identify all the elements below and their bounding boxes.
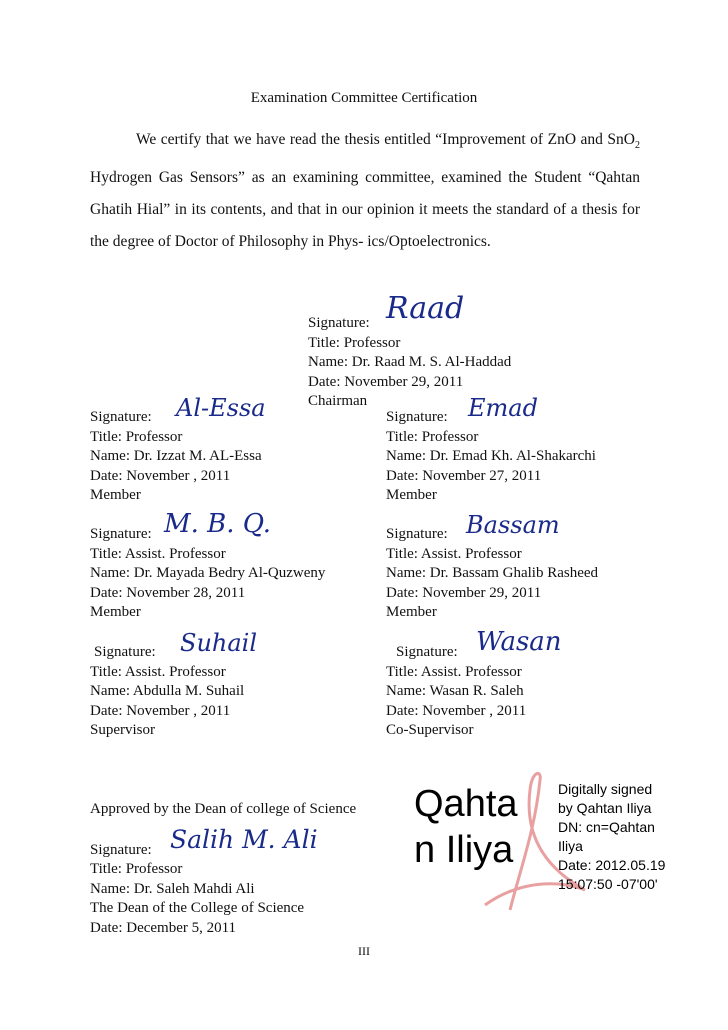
member-role: Member	[90, 487, 141, 503]
member-block	[90, 509, 326, 623]
member-name: Name: Dr. Mayada Bedry Al-Quzweny	[90, 565, 326, 581]
member-role: Co-Supervisor	[386, 722, 474, 738]
signature-label: Signature:	[386, 526, 448, 542]
chairman-title: Title: Professor	[308, 334, 401, 351]
member-date: Date: November , 2011	[90, 467, 231, 484]
signature-label: Signature:	[90, 526, 152, 542]
member-date: Date: November 27, 2011	[386, 467, 542, 484]
handwritten-signature: Raad	[386, 291, 465, 326]
member-block	[386, 394, 596, 506]
dean-role: The Dean of the College of Science	[90, 900, 305, 916]
member-name: Name: Abdulla M. Suhail	[90, 683, 245, 699]
member-name: Name: Dr. Izzat M. AL-Essa	[90, 448, 262, 464]
signature-label: Signature:	[90, 409, 152, 425]
intro-line-2a: and SnO	[580, 131, 635, 148]
signature-label: Signature:	[386, 409, 448, 425]
member-name: Name: Dr. Bassam Ghalib Rasheed	[386, 565, 599, 581]
member-role: Member	[386, 487, 437, 503]
member-block	[386, 627, 562, 741]
member-name: Name: Wasan R. Saleh	[386, 683, 524, 699]
signature-detail-line: Iliya	[558, 838, 583, 854]
dean-block	[90, 800, 356, 938]
certification-paragraph	[90, 124, 640, 258]
intro-line-5: ics/Optoelectronics.	[367, 233, 491, 251]
signature-detail-line: DN: cn=Qahtan	[558, 819, 655, 835]
member-role: Supervisor	[90, 722, 155, 738]
member-block	[90, 629, 258, 741]
handwritten-signature: Salih M. Ali	[170, 824, 318, 854]
intro-line-4: the standard of a thesis for the degree of Doctor of Philosophy in Phys-	[90, 201, 641, 251]
signature-detail-line: Digitally signed	[558, 781, 653, 797]
handwritten-signature: M. B. Q.	[164, 509, 272, 539]
intro-line-1: We certify that we have read the thesis entitled “Improvement of ZnO	[136, 131, 577, 148]
chairman-role: Chairman	[308, 393, 368, 409]
dean-name: Name: Dr. Saleh Mahdi Ali	[90, 880, 255, 897]
page-title: Examination Committee Certification	[250, 90, 478, 106]
signature-label: Signature:	[90, 841, 152, 858]
member-block	[90, 394, 266, 506]
intro-subscript: 2	[635, 140, 640, 152]
handwritten-signature: Bassam	[466, 511, 560, 539]
member-title: Title: Assist. Professor	[386, 545, 522, 562]
member-role: Member	[90, 604, 141, 620]
dean-approved-text: Approved by the Dean of college of Science	[90, 801, 357, 817]
page-number: III	[358, 944, 370, 958]
signature-details	[558, 780, 665, 894]
member-role: Member	[386, 604, 437, 620]
signature-label: Signature:	[94, 644, 156, 660]
signature-detail-line: 15:07:50 -07'00'	[558, 876, 658, 892]
signer-name-line-1: Qahta	[414, 783, 518, 825]
intro-line-2b: Hydrogen Gas Sensors” as an examining committee, examined the	[90, 169, 528, 187]
signature-detail-line: by Qahtan Iliya	[558, 800, 652, 816]
signer-name-line-2: n Iliya	[414, 829, 514, 871]
member-block	[386, 511, 599, 623]
chairman-name: Name: Dr. Raad M. S. Al-Haddad	[308, 354, 512, 370]
signature-label: Signature:	[396, 644, 458, 660]
member-date: Date: November 28, 2011	[90, 584, 246, 601]
handwritten-signature: Wasan	[476, 627, 562, 657]
handwritten-signature: Al-Essa	[176, 394, 266, 422]
member-title: Title: Professor	[386, 428, 479, 445]
signature-detail-line: Date: 2012.05.19	[558, 857, 666, 873]
dean-title: Title: Professor	[90, 861, 183, 877]
digital-signature-stamp	[410, 770, 710, 920]
chairman-date: Date: November 29, 2011	[308, 373, 464, 390]
intro-line-3: Student “Qahtan Ghatih Hial” in its contents, and that in our opinion it meets	[90, 169, 640, 219]
member-title: Title: Assist. Professor	[386, 663, 522, 680]
member-date: Date: November 29, 2011	[386, 584, 542, 601]
dean-date: Date: December 5, 2011	[90, 919, 237, 936]
member-date: Date: November , 2011	[386, 702, 527, 719]
handwritten-signature: Suhail	[180, 629, 258, 657]
member-title: Title: Professor	[90, 428, 183, 445]
member-title: Title: Assist. Professor	[90, 663, 226, 680]
handwritten-signature: Emad	[468, 394, 538, 422]
signature-label: Signature:	[308, 315, 370, 331]
member-title: Title: Assist. Professor	[90, 545, 226, 562]
member-date: Date: November , 2011	[90, 702, 231, 719]
member-name: Name: Dr. Emad Kh. Al-Shakarchi	[386, 448, 596, 464]
